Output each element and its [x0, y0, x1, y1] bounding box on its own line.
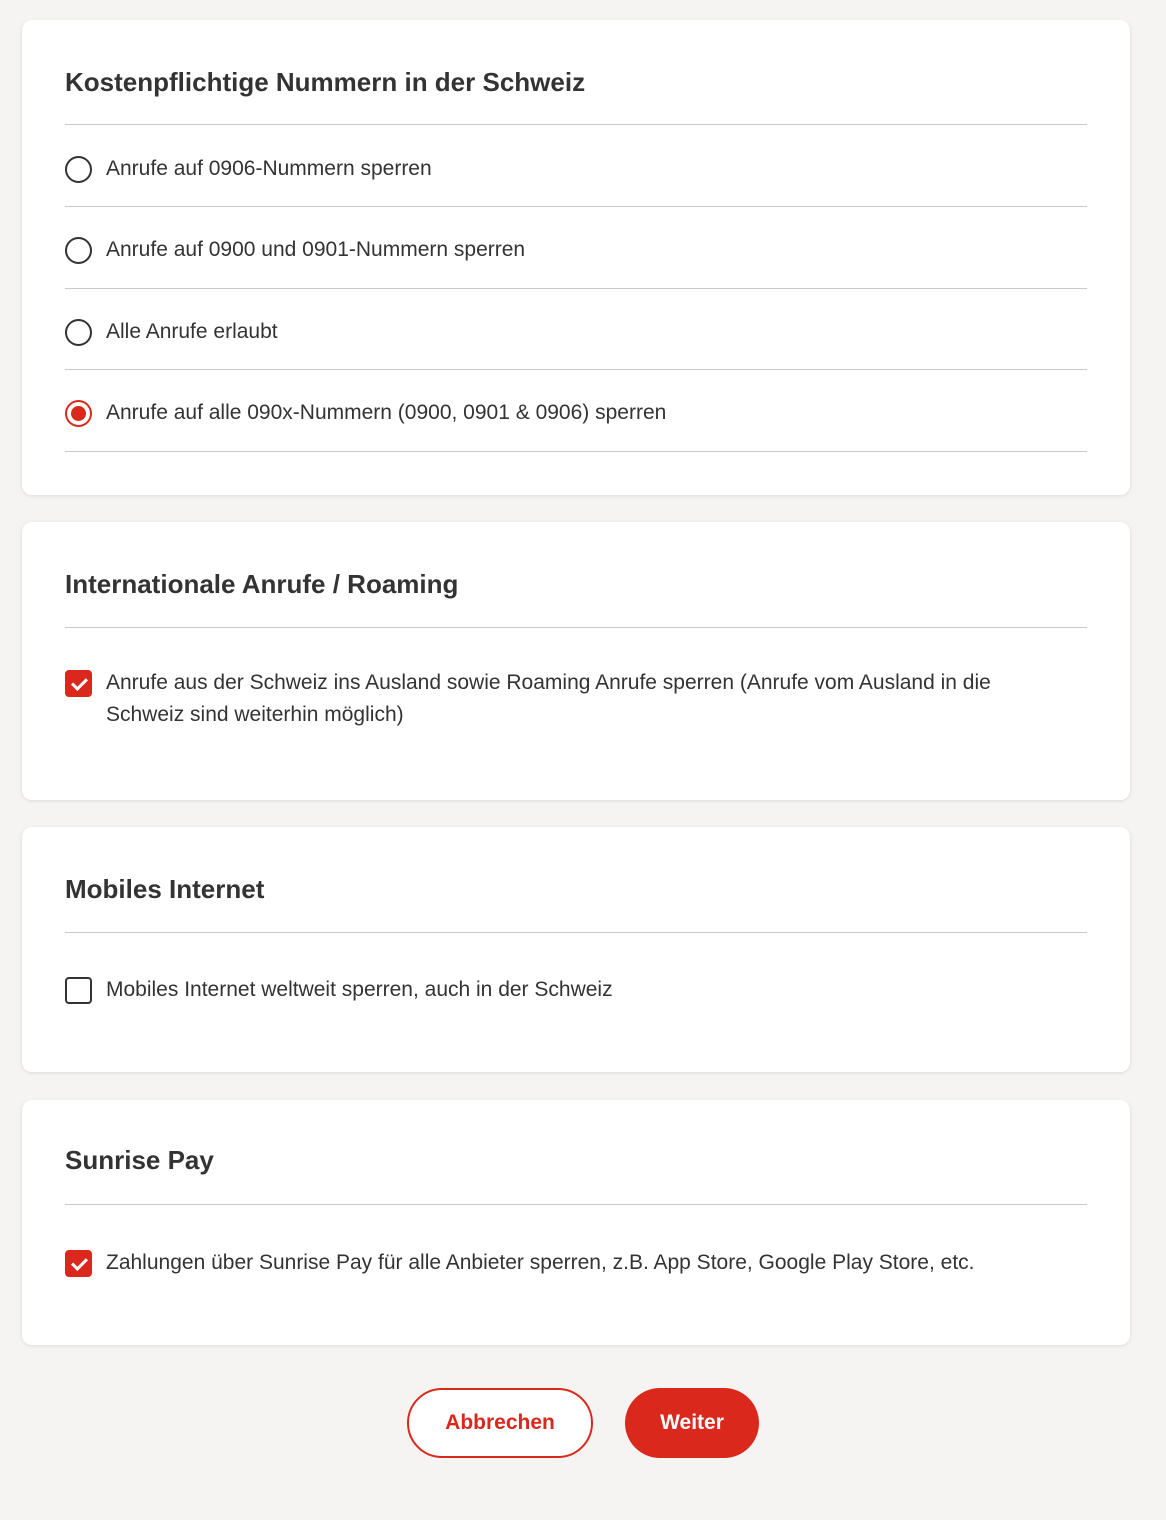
radio-label: Alle Anrufe erlaubt — [106, 320, 278, 343]
radio-button[interactable] — [65, 156, 92, 183]
checkbox-label: Anrufe aus der Schweiz ins Ausland sowie Roaming Anrufe sperren (Anrufe vom Ausland in die Schweiz sind weiterhin möglich) — [106, 671, 991, 726]
radio-option-allow-all[interactable] — [65, 319, 1087, 348]
checkbox-label: Mobiles Internet weltweit sperren, auch in der Schweiz — [106, 978, 613, 1001]
checkbox-option-mobile-internet[interactable] — [65, 977, 1087, 1006]
cancel-button[interactable]: Abbrechen — [407, 1388, 593, 1458]
radio-button-selected[interactable] — [65, 400, 92, 427]
checkbox-checked[interactable] — [65, 1250, 92, 1277]
radio-option-0906[interactable] — [65, 156, 1087, 185]
next-button[interactable]: Weiter — [625, 1388, 759, 1458]
international-calls-card — [22, 522, 1130, 800]
sunrise-pay-card — [22, 1100, 1130, 1345]
section-title: Kostenpflichtige Nummern in der Schweiz — [65, 67, 586, 97]
radio-option-block-all-090x[interactable] — [65, 400, 1087, 429]
premium-numbers-card — [22, 20, 1130, 495]
radio-button[interactable] — [65, 237, 92, 264]
radio-label: Anrufe auf 0900 und 0901-Nummern sperren — [106, 238, 526, 261]
radio-button[interactable] — [65, 319, 92, 346]
divider — [65, 206, 1087, 207]
radio-label: Anrufe auf alle 090x-Nummern (0900, 0901 & 0906) sperren — [106, 401, 667, 424]
checkbox-option-sunrise-pay[interactable] — [65, 1250, 1087, 1279]
section-title: Mobiles Internet — [65, 874, 265, 904]
divider — [65, 369, 1087, 370]
checkbox-option-international[interactable] — [65, 670, 1087, 731]
divider — [65, 288, 1087, 289]
divider — [65, 1204, 1087, 1205]
radio-option-0900-0901[interactable] — [65, 237, 1087, 266]
section-title: Sunrise Pay — [65, 1145, 214, 1175]
section-title: Internationale Anrufe / Roaming — [65, 569, 459, 599]
checkbox-label: Zahlungen über Sunrise Pay für alle Anbieter sperren, z.B. App Store, Google Play Store, etc. — [106, 1251, 975, 1274]
divider — [65, 124, 1087, 125]
mobile-internet-card — [22, 827, 1130, 1072]
checkbox-checked[interactable] — [65, 670, 92, 697]
radio-label: Anrufe auf 0906-Nummern sperren — [106, 157, 432, 180]
divider — [65, 451, 1087, 452]
divider — [65, 627, 1087, 628]
form-actions — [0, 1388, 1166, 1458]
checkbox-unchecked[interactable] — [65, 977, 92, 1004]
divider — [65, 932, 1087, 933]
